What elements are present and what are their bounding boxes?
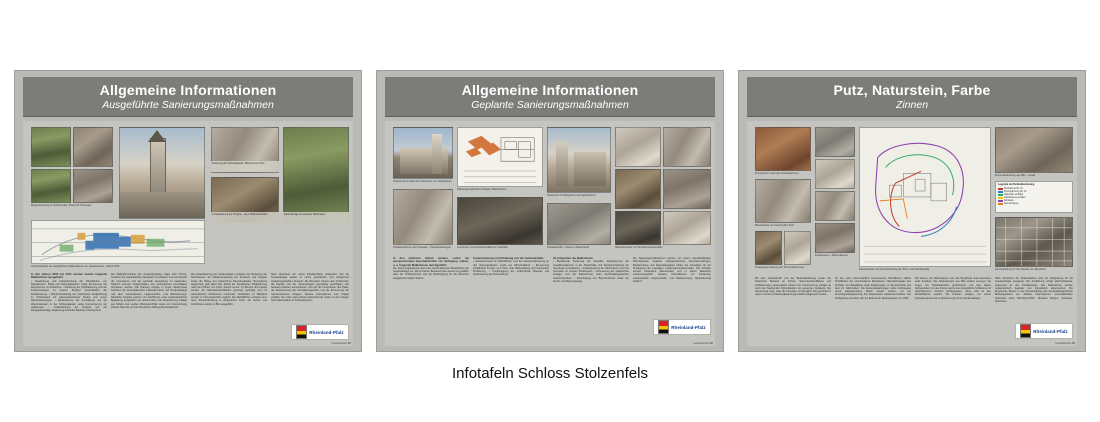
photo-durchfeuchtung bbox=[663, 169, 711, 209]
panel-2-title: Allgemeine Informationen bbox=[461, 81, 639, 98]
logo-label-1: Rheinland-Pfalz bbox=[309, 329, 344, 335]
text-column-1 bbox=[31, 273, 107, 339]
photo-befundstelle-putz bbox=[755, 179, 811, 223]
photo-caption-p3-10: Zinnenabdeckung aus Blei – Detail bbox=[995, 174, 1036, 177]
panel-2-subtitle: Geplante Sanierungsmaßnahmen bbox=[471, 98, 629, 111]
info-panel-putz-naturstein-farbe bbox=[738, 70, 1086, 352]
legend-swatch-icon bbox=[998, 203, 1003, 205]
photo-caption-p2-5: Schadensbild – Risse im Mauerwerk bbox=[547, 246, 589, 249]
legend-item bbox=[998, 203, 1070, 205]
photo-musterflaeche-kalkputz bbox=[815, 159, 855, 189]
photo-fassadenschaden bbox=[393, 189, 453, 245]
photo-risse-mauerwerk bbox=[547, 203, 611, 245]
bestandsplan-drawing bbox=[860, 128, 990, 266]
panel-1-body bbox=[23, 121, 353, 346]
bestandsplan-befundkartierung bbox=[859, 127, 991, 267]
planungsmodell bbox=[457, 127, 543, 187]
photo-wegedecke bbox=[73, 127, 113, 167]
photo-caption-p3-3: Freigelegte Fassung der Zinnenbekrönung bbox=[755, 266, 805, 269]
text-heading-p2-3: Im Folgenden die Maßnahmen bbox=[553, 257, 594, 260]
photo-kellerraum bbox=[615, 169, 661, 209]
panel-3-body bbox=[747, 121, 1077, 346]
panel-2-footnote: Landesbetrieb LBB bbox=[693, 343, 713, 345]
site-plan-caption: Übersichtsplan der ausgeführten Maßnahmen am Gesamtareal – Stand 2011 bbox=[31, 265, 120, 268]
text-body-1: • Neudeckung und Instandsetzung der Dachflächen von Kapellenturm, Palas und Nebengebäuden sowie Erneuerung der Regenrinnen und Fallrohre. • Sanierung der Hofpflasterung und der Treppenanlagen im inneren Burghof einschließlich der Entwässerung. • Wiederherstellung der historischen Wegeführung im Schlosspark mit wassergebundener Decke und neuen Randeinfassungen. • Restaurierung der Ausstattung und der Wandmalereien in der Schlosskapelle sowie Konservierung der Glasfenster. • Instandsetzung der Pergola und der Klingelpützanlage, Ergänzung fehlender Bauteile in Eichenholz. bbox=[31, 279, 107, 313]
panel-1-header bbox=[23, 77, 353, 117]
photo-caption-1: Wegesanierung im Schlosspark, Abschnitt Ostrampe bbox=[31, 204, 92, 207]
text-heading-1: In den Jahren 2005 bis 2011 wurden bereits folgende Maßnahmen ausgeführt: bbox=[31, 273, 107, 280]
photo-caption-p2-4: Schadensbild an der Fassade – Putzabplatzungen bbox=[393, 246, 451, 249]
text-body-p2-4: Die Sanierungsmaßnahmen werden von einem interdisziplinären Planungsteam begleitet. Restauratorische Voruntersuchungen, Bauforschung und Materialanalysen bilden die Grundlage für die Festlegung der jeweiligen Instandsetzungskonzepte. Die Arbeiten werden fortlaufend dokumentiert und in einem Bauarchiv zusammengeführt. Weitere Informationen zur Sanierung: Landesbetrieb Liegenschafts- und Baubetreuung, Niederlassung Koblenz. bbox=[633, 257, 711, 284]
photo-weg-sanierung bbox=[31, 127, 71, 167]
panel-row bbox=[14, 70, 1086, 352]
photo-farbfassung-befundtreppe bbox=[815, 127, 855, 157]
planungsmodell-drawing bbox=[458, 128, 542, 187]
text-body-p2-3: • Bauleitende Sanierung der Gewölbe, Restaurierung der Gewölbemalereien in der Pfeilerhalle und Wiederherstellung der raumfesten Ausstattung. • Instandsetzung der Stützmauern und der Terrassen im unteren Parkbereich. • Erneuerung der elektrischen Anlagen und der Beleuchtung unter denkmalpflegerischen Gesichtspunkten. • Ertüchtigung des Brandschutzes sowie der Flucht- und Rettungswege. bbox=[553, 260, 629, 284]
logo-rheinland-pfalz-2 bbox=[653, 319, 711, 335]
photo-caption-4: Sanierung der Schlosskapelle, Blick auf den Chor bbox=[211, 161, 279, 172]
crest-icon-2 bbox=[658, 320, 669, 334]
text-body-p2-1: Die Sanierungsplanung sieht eine abschnittsweise Bearbeitung der Gesamtanlage vor. Die einzelnen Bauabschnitte werden so gewählt, dass der Schlossbetrieb und die Besichtigung für die Besucher weitgehend möglich bleiben. bbox=[393, 266, 469, 280]
text-column-p3-1 bbox=[755, 277, 831, 327]
photo-gartenanlage bbox=[283, 127, 349, 223]
photo-caption-6: Gartenanlage mit sanierter Stützmauer bbox=[283, 212, 349, 223]
photo-stuetzmauer bbox=[73, 169, 113, 203]
photo-querschliff bbox=[815, 223, 855, 253]
text-column-4 bbox=[271, 273, 349, 321]
photo-parkweg bbox=[31, 169, 71, 203]
legend-label: Naturstein sichtbar bbox=[1004, 194, 1024, 197]
text-column-2 bbox=[111, 273, 187, 339]
info-panel-allgemeine-informationen-ausgefuehrte bbox=[14, 70, 362, 352]
panel-2-body bbox=[385, 121, 715, 346]
panel-2-header bbox=[385, 77, 715, 117]
legend-befundkartierung bbox=[995, 181, 1073, 213]
legend-label: Fehlstelle bbox=[1004, 200, 1014, 203]
panel-1-footnote: Landesbetrieb LBB bbox=[331, 343, 351, 345]
logo-label-3: Rheinland-Pfalz bbox=[1033, 328, 1068, 334]
text-body-p3-2: Zu den sehr unterschiedlich konservierten Oberflächen zählen Putzflächen aus verschiedenen Bauphasen, Natursteinquader aus Schiefer und Basaltlava sowie Ergänzungen in Zementmörtel aus dem 20. Jahrhundert. Die Zementergänzungen sollen schrittweise durch kalkgebundene Mörtel ersetzt werden, um die Feuchtigkeitsregulierung des Mauerwerks wiederherzustellen. Die Farbgebung orientiert sich am Befund der Erbauungszeit um 1840. bbox=[835, 277, 911, 300]
photo-zinnenkranz bbox=[755, 127, 811, 171]
photo-innenraum-feuchte bbox=[457, 197, 543, 245]
photo-caption-p3-1: Zinnenkranz nach der Instandsetzung bbox=[755, 172, 799, 175]
photo-steinoberflaeche bbox=[784, 231, 811, 265]
text-column-p2-1 bbox=[393, 257, 469, 327]
text-body-p3-4: Nach Abschluss der Musterflächen wird die Farbgebung für die Gesamtanlage festgelegt. Die Ausführung erfolgt abschnittsweise, beginnend an den Nordfassaden. Alle Maßnahmen werden restauratorisch begleitet und fotografisch dokumentiert. Die Ergebnisse fließen in die Fortschreibung des denkmalpflegerischen Bindungsplanes ein. Weitere Informationen: Generaldirektion Kulturelles Erbe Rheinland-Pfalz, Direktion Burgen, Schlösser, Altertümer. bbox=[995, 277, 1073, 304]
photo-kapellenturm bbox=[119, 127, 205, 219]
text-column-p3-2 bbox=[835, 277, 911, 327]
photo-caption-p2-9: Natursteinwerk mit Verwitterungsschäden bbox=[615, 246, 663, 249]
photo-caption-p3-2: Befundstelle am historischen Putz bbox=[755, 224, 795, 227]
photo-caption-p2-6: Innenraum mit Feuchteschäden im Gewölbe bbox=[457, 246, 508, 249]
legend-label: Neuverfugung bbox=[1004, 203, 1019, 206]
logo-label-2: Rheinland-Pfalz bbox=[671, 324, 706, 330]
logo-rheinland-pfalz-1 bbox=[291, 324, 349, 340]
text-heading-p2-2: Instandsetzung und Erhaltung von der Gebäudehülle bbox=[473, 257, 544, 260]
photo-fenstergewaende bbox=[663, 127, 711, 167]
scaffold-lines bbox=[996, 218, 1072, 267]
site-plan-drawing bbox=[32, 221, 204, 264]
photo-caption-p3-5: Farbfassung – Befundtreppe bbox=[815, 254, 848, 257]
panel-1-title: Allgemeine Informationen bbox=[99, 81, 277, 98]
text-column-p3-4 bbox=[995, 277, 1073, 319]
text-column-p2-4 bbox=[633, 257, 711, 313]
text-heading-p2-1: In den nächsten Jahren werden, sofern die entsprechenden Haushaltsmittel zur Verfügung stehen, u. a. folgende Maßnahmen durchgeführt: bbox=[393, 257, 469, 267]
text-body-p3-3: Die Zinnen der Wehrmauern und des Bergfrieds sind besonders stark bewittert. Ihre Abdeckungen aus Blei wurden erneuert, die Fugen mit Trasskalkmörtel geschlossen und lose Steine rückverankert. An den Zinnen wurde eine bauzeitliche Schlämme mit ockerfarbenem Anstrich nachgewiesen; diese wird an den Musterflächen erprobt. Die Arbeiten erfolgen von einem Fassadengerüst aus in Abstimmung mit der Denkmalpflege. bbox=[915, 277, 991, 300]
photo-zinnenabdeckung bbox=[995, 127, 1073, 173]
photo-fassung-zinne bbox=[755, 231, 782, 265]
legend-items bbox=[998, 188, 1070, 205]
legend-label: Putzergänzung 20. Jh. bbox=[1004, 191, 1027, 194]
photo-caption-p2-3: Ostansicht mit Bergfried und Kapellenturm bbox=[547, 194, 596, 197]
panel-3-title: Putz, Naturstein, Farbe bbox=[833, 81, 991, 98]
photo-detail-schaden-1 bbox=[615, 211, 661, 245]
photo-detail-schaden-2 bbox=[663, 211, 711, 245]
photo-probeachse bbox=[815, 191, 855, 221]
figure-caption: Infotafeln Schloss Stolzenfels bbox=[452, 365, 648, 382]
text-body-3: Die Instandsetzung der Außenanlagen umfasste die Sanierung der Stützmauern, die Wiederherstellung der Terrassen und Treppen sowie die Pflege des historischen Baumbestandes. Besonderes Augenmerk galt dabei dem Erhalt der überlieferten Wegeführung nach den Plänen von Peter Joseph Lenné. Im Bereich der Kapelle wurden die Natursteinoberflächen gereinigt, gefestigt und mit mineralischen Schlämmen retuschiert. Fehlstellen im Maßwerk wurden in Vierungstechnik ergänzt. Die Dachflächen erhielten eine neue Schieferdeckung in altdeutscher Form, die Kehlen und Anschlüsse wurden in Blei ausgeführt. bbox=[191, 273, 267, 306]
photo-historische-ansicht bbox=[393, 127, 453, 179]
text-body-4: Nach Abschluss der ersten Bauabschnitte präsentiert sich die Gesamtanlage wieder in einem gesicherten und weitgehend wiederhergestellten Zustand. Die Besucher können den Schlosshof, die Kapelle und die Gartenanlagen ganzjährig besichtigen. Die weiteren Arbeiten konzentrieren sich auf die Innenräume des Palas, die Restaurierung der Ausstattungsstücke und die Erneuerung der haustechnischen Anlagen. Weitere Informationen zum Projekt erhalten Sie unter www.schloss-stolzenfels.de sowie an den übrigen Informationstafeln im Schlossbereich. bbox=[271, 273, 349, 303]
text-column-p2-2 bbox=[473, 257, 549, 327]
text-body-p3-1: Mit dem Farbaufmaß und der Befundkartierung wurde der historische Bestand an Putzen, Natursteinoberflächen und Farbfassungen systematisch erfasst. Die Untersuchung erfolgte an mehr als zweihundert Befundstellen am gesamten Gebäude. Die Auswertung zeigt, dass die Fassaden ursprünglich hell geschlämmt waren und die Architekturgliederungen farblich abgesetzt wurden. bbox=[755, 277, 831, 297]
site-plan-ausgefuehrt bbox=[31, 220, 205, 264]
text-body-2: Die Maßnahmenfolge des Gesamtprojektes folgte dem Prinzip, zunächst die Gebäudehülle dauerhaft zu schließen und erst danach die Innenräume und die wertvolle Ausstattung zu bearbeiten. Dadurch konnten Folgeschäden aus eindringender Feuchtigkeit vermieden werden. Die Planung erfolgte in enger Abstimmung zwischen der Generaldirektion Kulturelles Erbe, der Denkmalpflege und dem Landesbetrieb Liegenschafts- und Baubetreuung. Sämtliche Arbeiten wurden von Fachfirmen unter restauratorischer Begleitung ausgeführt und dokumentiert. Die Finanzierung erfolgte aus Mitteln des Landes Rheinland-Pfalz sowie mit Unterstützung privater Spender und der Deutschen Stiftung Denkmalschutz. bbox=[111, 273, 187, 309]
text-body-p2-2: • Instandsetzung der Dachflächen und der Dachentwässerung an den Nebengebäuden sowie am Wirtschaftshof. • Erneuerung schadhafter Fenster und Türen unter Beibehaltung der historischen Profilierung. • Trockenlegung der erdberührten Bauteile und Verbesserung der Hinterlüftung. bbox=[473, 260, 549, 277]
panel-3-header bbox=[747, 77, 1077, 117]
logo-rheinland-pfalz-3 bbox=[1015, 323, 1073, 339]
photo-caption-p2-2: Planungsmodell der künftigen Maßnahmen bbox=[457, 188, 507, 191]
crest-icon-3 bbox=[1020, 324, 1031, 338]
photo-ostansicht bbox=[547, 127, 611, 193]
photo-caption-p2-1: Historische Ansicht des Schlosses von Nordwesten bbox=[393, 180, 452, 183]
text-column-p3-3 bbox=[915, 277, 991, 327]
text-column-p2-3 bbox=[553, 257, 629, 327]
legend-label: Putzbefund 19. Jh. bbox=[1004, 188, 1024, 191]
legend-label: Farbfassung erhalten bbox=[1004, 197, 1026, 200]
photo-caption-p3-9: Gerüststellung für die Arbeiten am Bergfried bbox=[995, 268, 1046, 271]
crest-icon-1 bbox=[296, 325, 307, 339]
bestandsplan-caption: Bestandsplan mit Kennzeichnung der Putz- und Farbbefunde bbox=[859, 268, 930, 271]
legend-title: Legende der Befundkartierung bbox=[998, 183, 1035, 186]
photo-naturstein-verwitterung bbox=[615, 127, 661, 167]
panel-3-footnote: Landesbetrieb LBB bbox=[1055, 343, 1075, 345]
panel-3-subtitle: Zinnen bbox=[895, 98, 929, 111]
photo-gerueststellung bbox=[995, 217, 1073, 267]
panel-1-subtitle: Ausgeführte Sanierungsmaßnahmen bbox=[102, 98, 274, 111]
info-panel-allgemeine-informationen-geplante bbox=[376, 70, 724, 352]
photo-caption-5: Instandsetzung der Pergola – neue Holzkonstruktion bbox=[211, 212, 279, 223]
text-column-3 bbox=[191, 273, 267, 339]
